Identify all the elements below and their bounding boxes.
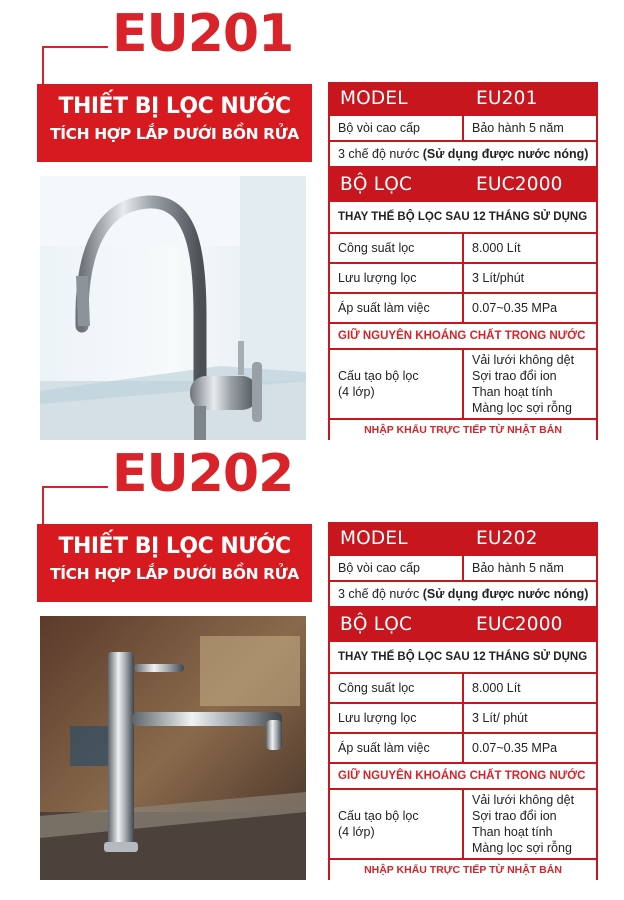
filter-layers-list	[464, 790, 596, 858]
title-leader-line	[42, 46, 108, 48]
model-label: MODEL	[340, 528, 408, 549]
import-note: NHẬP KHẨU TRỰC TIẾP TỪ NHẬT BẢN	[330, 420, 596, 440]
pressure-value: 0.07~0.35 MPa	[464, 734, 596, 762]
filter-layer: Than hoạt tính	[472, 385, 553, 399]
mineral-note: GIỮ NGUYÊN KHOÁNG CHẤT TRONG NƯỚC	[330, 764, 596, 788]
faucet-label: Bộ vòi cao cấp	[330, 116, 462, 140]
pressure-value: 0.07~0.35 MPa	[464, 294, 596, 322]
flow-value: 3 Lít/phút	[464, 264, 596, 292]
filter-model-value: EUC2000	[476, 174, 563, 195]
filter-label: BỘ LỌC	[340, 174, 413, 195]
structure-label-layers: (4 lớp)	[338, 385, 375, 399]
filter-model-value: EUC2000	[476, 614, 563, 635]
capacity-label: Công suất lọc	[330, 674, 462, 702]
warranty-value: Bảo hành 5 năm	[464, 116, 596, 140]
replace-note: THAY THẾ BỘ LỌC SAU 12 THÁNG SỬ DỤNG	[330, 202, 596, 232]
spec-table	[328, 522, 598, 880]
filter-layer: Sợi trao đổi ion	[472, 369, 557, 383]
product-section-eu201	[0, 0, 624, 440]
water-modes-row	[330, 142, 596, 166]
water-modes-label: 3 chế độ nước	[338, 587, 420, 601]
model-value: EU201	[476, 88, 538, 109]
title-leader-line	[42, 46, 44, 86]
model-title: EU202	[112, 444, 294, 504]
filter-layer: Than hoạt tính	[472, 825, 553, 839]
title-leader-line	[42, 486, 44, 526]
product-banner	[37, 84, 312, 162]
filter-layer: Vải lưới không dệt	[472, 353, 575, 367]
water-modes-note: (Sử dụng được nước nóng)	[422, 587, 589, 601]
structure-label	[330, 350, 462, 418]
product-section-eu202	[0, 440, 624, 880]
capacity-value: 8.000 Lít	[464, 674, 596, 702]
filter-layers-list	[464, 350, 596, 418]
pressure-label: Áp suất làm việc	[330, 734, 462, 762]
gooseneck-faucet-image	[40, 176, 306, 440]
water-modes-label: 3 chế độ nước	[338, 147, 420, 161]
structure-label	[330, 790, 462, 858]
spec-table	[328, 82, 598, 440]
filter-layer: Màng lọc sợi rỗng	[472, 401, 572, 415]
structure-label-line: Cấu tạo bộ lọc	[338, 809, 419, 823]
flow-value: 3 Lít/ phút	[464, 704, 596, 732]
banner-title: THIẾT BỊ LỌC NƯỚC	[58, 94, 291, 119]
pull-out-faucet-image	[40, 616, 306, 880]
capacity-label: Công suất lọc	[330, 234, 462, 262]
title-leader-line	[42, 486, 108, 488]
replace-note: THAY THẾ BỘ LỌC SAU 12 THÁNG SỬ DỤNG	[330, 642, 596, 672]
flow-label: Lưu lượng lọc	[330, 704, 462, 732]
filter-label: BỘ LỌC	[340, 614, 413, 635]
structure-label-layers: (4 lớp)	[338, 825, 375, 839]
banner-subtitle: TÍCH HỢP LẮP DƯỚI BỒN RỬA	[50, 565, 299, 583]
banner-title: THIẾT BỊ LỌC NƯỚC	[58, 534, 291, 559]
filter-layer: Sợi trao đổi ion	[472, 809, 557, 823]
import-note: NHẬP KHẨU TRỰC TIẾP TỪ NHẬT BẢN	[330, 860, 596, 880]
capacity-value: 8.000 Lít	[464, 234, 596, 262]
filter-layer: Vải lưới không dệt	[472, 793, 575, 807]
model-label: MODEL	[340, 88, 408, 109]
warranty-value: Bảo hành 5 năm	[464, 556, 596, 580]
structure-label-line: Cấu tạo bộ lọc	[338, 369, 419, 383]
water-modes-row	[330, 582, 596, 606]
model-title: EU201	[112, 4, 294, 64]
flow-label: Lưu lượng lọc	[330, 264, 462, 292]
banner-subtitle: TÍCH HỢP LẮP DƯỚI BỒN RỬA	[50, 125, 299, 143]
model-value: EU202	[476, 528, 538, 549]
water-modes-note: (Sử dụng được nước nóng)	[422, 147, 589, 161]
product-banner	[37, 524, 312, 602]
faucet-label: Bộ vòi cao cấp	[330, 556, 462, 580]
pressure-label: Áp suất làm việc	[330, 294, 462, 322]
filter-layer: Màng lọc sợi rỗng	[472, 841, 572, 855]
mineral-note: GIỮ NGUYÊN KHOÁNG CHẤT TRONG NƯỚC	[330, 324, 596, 348]
